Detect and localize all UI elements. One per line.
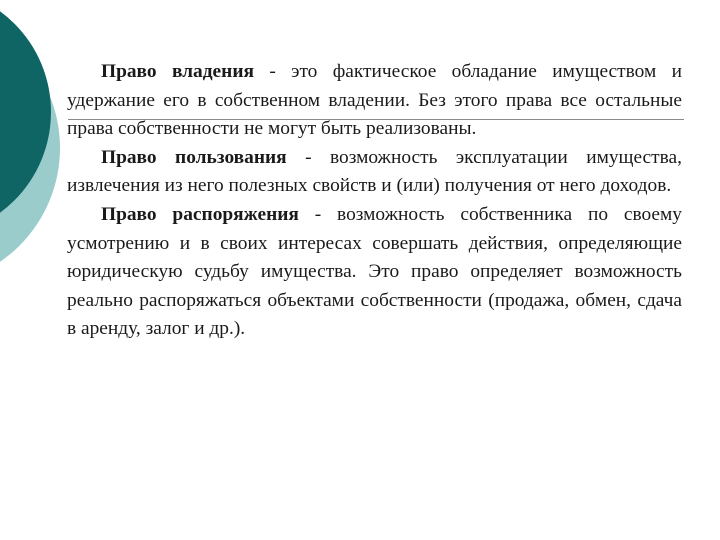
paragraph-use: [67, 144, 682, 201]
slide-body: [67, 58, 682, 344]
term-possession: Право владения: [101, 61, 254, 82]
definition-use: - возможность эксплуатации имущества, извлечения из него полезных свойств и (или) получения от него доходов.: [67, 146, 682, 197]
term-disposal: Право распоряжения: [101, 203, 299, 225]
definition-disposal: - возможность собственника по своему усмотрению и в своих интересах совершать действия, определяющие юридическую судьбу имущества. Это право определяет возможность реально распоряжаться объектами собственности (продажа, обмен, сдача в аренду, залог и др.).: [67, 203, 682, 340]
paragraph-possession: [67, 58, 682, 144]
paragraph-disposal: [67, 201, 682, 344]
definition-possession: - это фактическое обладание имуществом и удержание его в собственном владении. Без этого права все остальные права собственности не могут быть реализованы.: [67, 61, 682, 140]
term-use: Право пользования: [101, 146, 287, 168]
